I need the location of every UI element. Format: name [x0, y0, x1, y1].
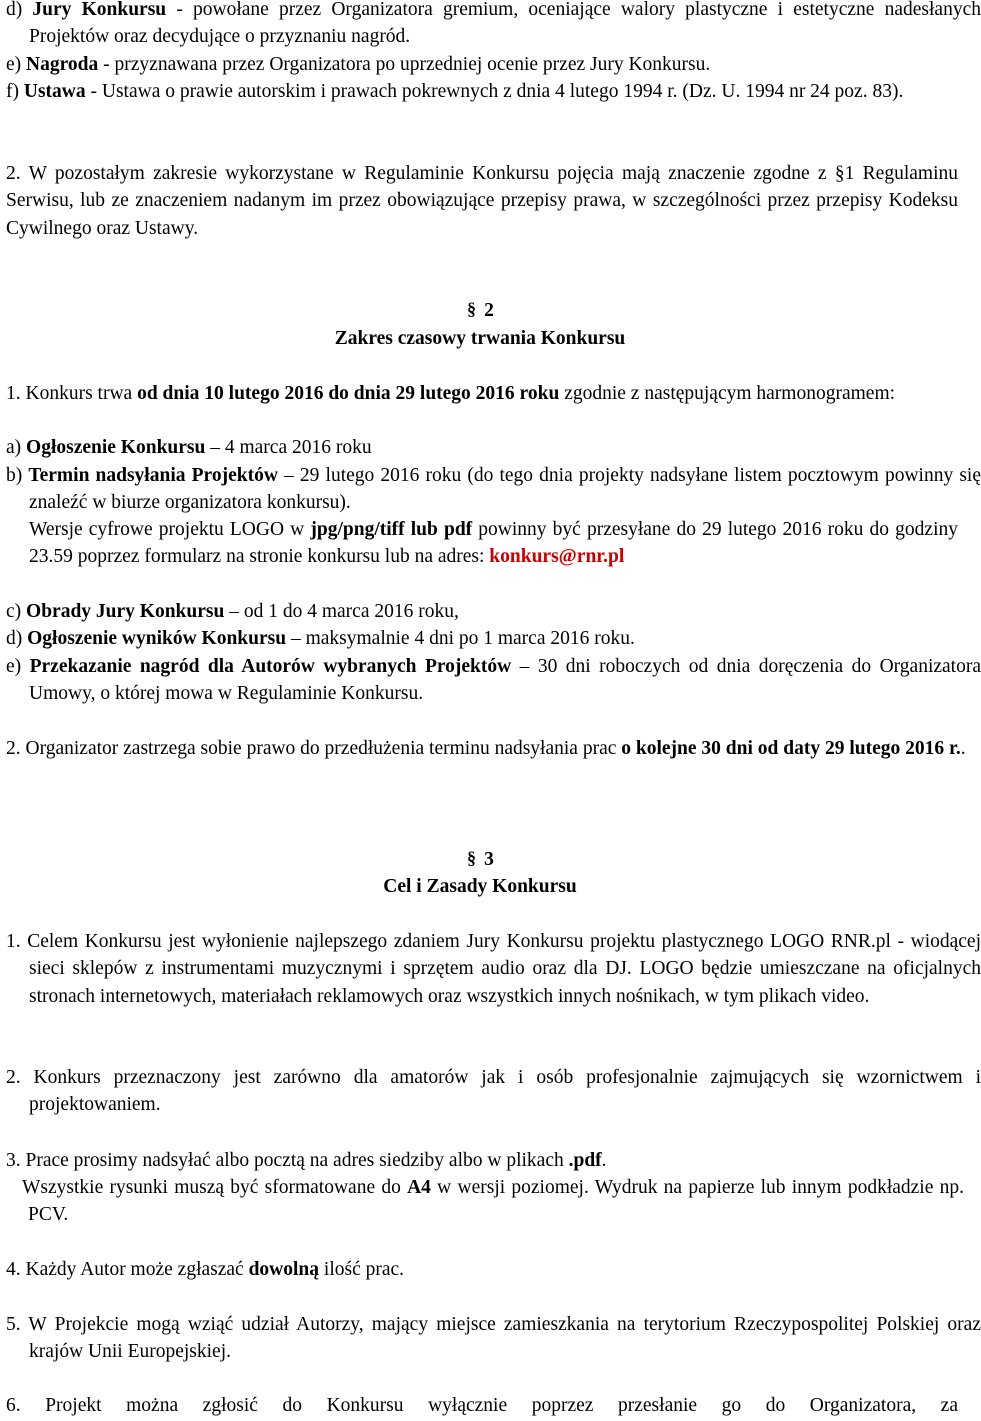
definition-e: e) Nagroda - przyznawana przez Organizatora po uprzedniej ocenie przez Jury Konkursu. [6, 54, 711, 75]
definition-d: d) Jury Konkursu - powołane przez Organizatora gremium, oceniające walory plastyczne i estetyczne nadesłanych Projektów oraz decydujące o przyznaniu nagród. [6, 0, 981, 48]
schedule-item-d: d) Ogłoszenie wyników Konkursu – maksymalnie 4 dni po 1 marca 2016 roku. [6, 628, 635, 649]
rule-3-format: Wszystkie rysunki muszą być sformatowane do A4 w wersji poziomej. Wydruk na papierze lub innym podkładzie np. PCV. [22, 1177, 964, 1226]
schedule-item-b: b) Termin nadsyłania Projektów – 29 lutego 2016 roku (do tego dnia projekty nadsyłane listem pocztowym powinny się znaleźć w biurze organizatora konkursu). [6, 465, 981, 514]
section-sign-icon [466, 299, 480, 319]
rule-3: 3. Prace prosimy nadsyłać albo pocztą na adres siedziby albo w plikach .pdf. [6, 1150, 607, 1171]
extension-clause: 2. Organizator zastrzega sobie prawo do przedłużenia terminu nadsyłania prac o kolejne 30 dni od daty 29 lutego 2016 r.. [6, 738, 966, 759]
schedule-intro: 1. Konkurs trwa od dnia 10 lutego 2016 do dnia 29 lutego 2016 roku zgodnie z następującym harmonogramem: [6, 383, 896, 404]
section-number: § 2 [467, 299, 494, 321]
section-title: Cel i Zasady Konkursu [383, 876, 577, 897]
schedule-item-e: e) Przekazanie nagród dla Autorów wybranych Projektów – 30 dni roboczych od dnia doręczenia do Organizatora Umowy, o której mowa w Regulaminie Konkursu. [6, 656, 981, 705]
section-number: § 3 [467, 848, 494, 870]
term: Nagroda [26, 54, 99, 75]
rule-1: 1. Celem Konkursu jest wyłonienie najlepszego zdaniem Jury Konkursu projektu plastycznego LOGO RNR.pl - wiodącej sieci sklepów z instrumentami muzycznymi i sprzętem audio oraz dla DJ. LOGO będzie umieszczane na oficjalnych stronach internetowych, materiałach reklamowych oraz wszystkich innych nośnikach, w tym plikach video. [6, 931, 981, 1007]
svg-text:§: § [467, 299, 477, 319]
rule-4: 4. Każdy Autor może zgłaszać dowolną ilość prac. [6, 1259, 405, 1280]
term: Jury Konkursu [32, 0, 167, 20]
contact-email: konkurs@rnr.pl [489, 546, 625, 568]
section-sign-icon [466, 848, 480, 868]
paragraph-2: 2. W pozostałym zakresie wykorzystane w Regulaminie Konkursu pojęcia mają znaczenie zgodne z §1 Regulaminu Serwisu, lub ze znaczeniem nadanym im przez obowiązujące przepisy prawa, w szczególności przez przepisy Kodeksu Cywilnego oraz Ustawy. [6, 163, 958, 239]
schedule-item-a: a) Ogłoszenie Konkursu – 4 marca 2016 roku [6, 437, 372, 458]
rule-5: 5. W Projekcie mogą wziąć udział Autorzy, mający miejsce zamieszkania na terytorium Rzeczypospolitej Polskiej oraz krajów Unii Europejskiej. [6, 1314, 981, 1363]
rule-2: 2. Konkurs przeznaczony jest zarówno dla amatorów jak i osób profesjonalnie zajmujących się wzornictwem i projektowaniem. [6, 1067, 981, 1116]
definition-f: f) Ustawa - Ustawa o prawie autorskim i prawach pokrewnych z dnia 4 lutego 1994 r. (Dz. U. 1994 nr 24 poz. 83). [6, 81, 904, 102]
schedule-item-c: c) Obrady Jury Konkursu – od 1 do 4 marca 2016 roku, [6, 601, 459, 622]
section-title: Zakres czasowy trwania Konkursu [334, 328, 626, 349]
svg-text:§: § [467, 848, 477, 868]
term: Ustawa [23, 81, 86, 102]
digital-versions: Wersje cyfrowe projektu LOGO w jpg/png/tiff lub pdf powinny być przesyłane do 29 lutego 2016 roku do godziny 23.59 poprzez formularz na stronie konkursu lub na adres: konkurs@rnr.pl [29, 519, 958, 568]
rule-6: 6. Projekt można zgłosić do Konkursu wyłącznie poprzez przesłanie go do Organizatora, za [6, 1395, 958, 1416]
